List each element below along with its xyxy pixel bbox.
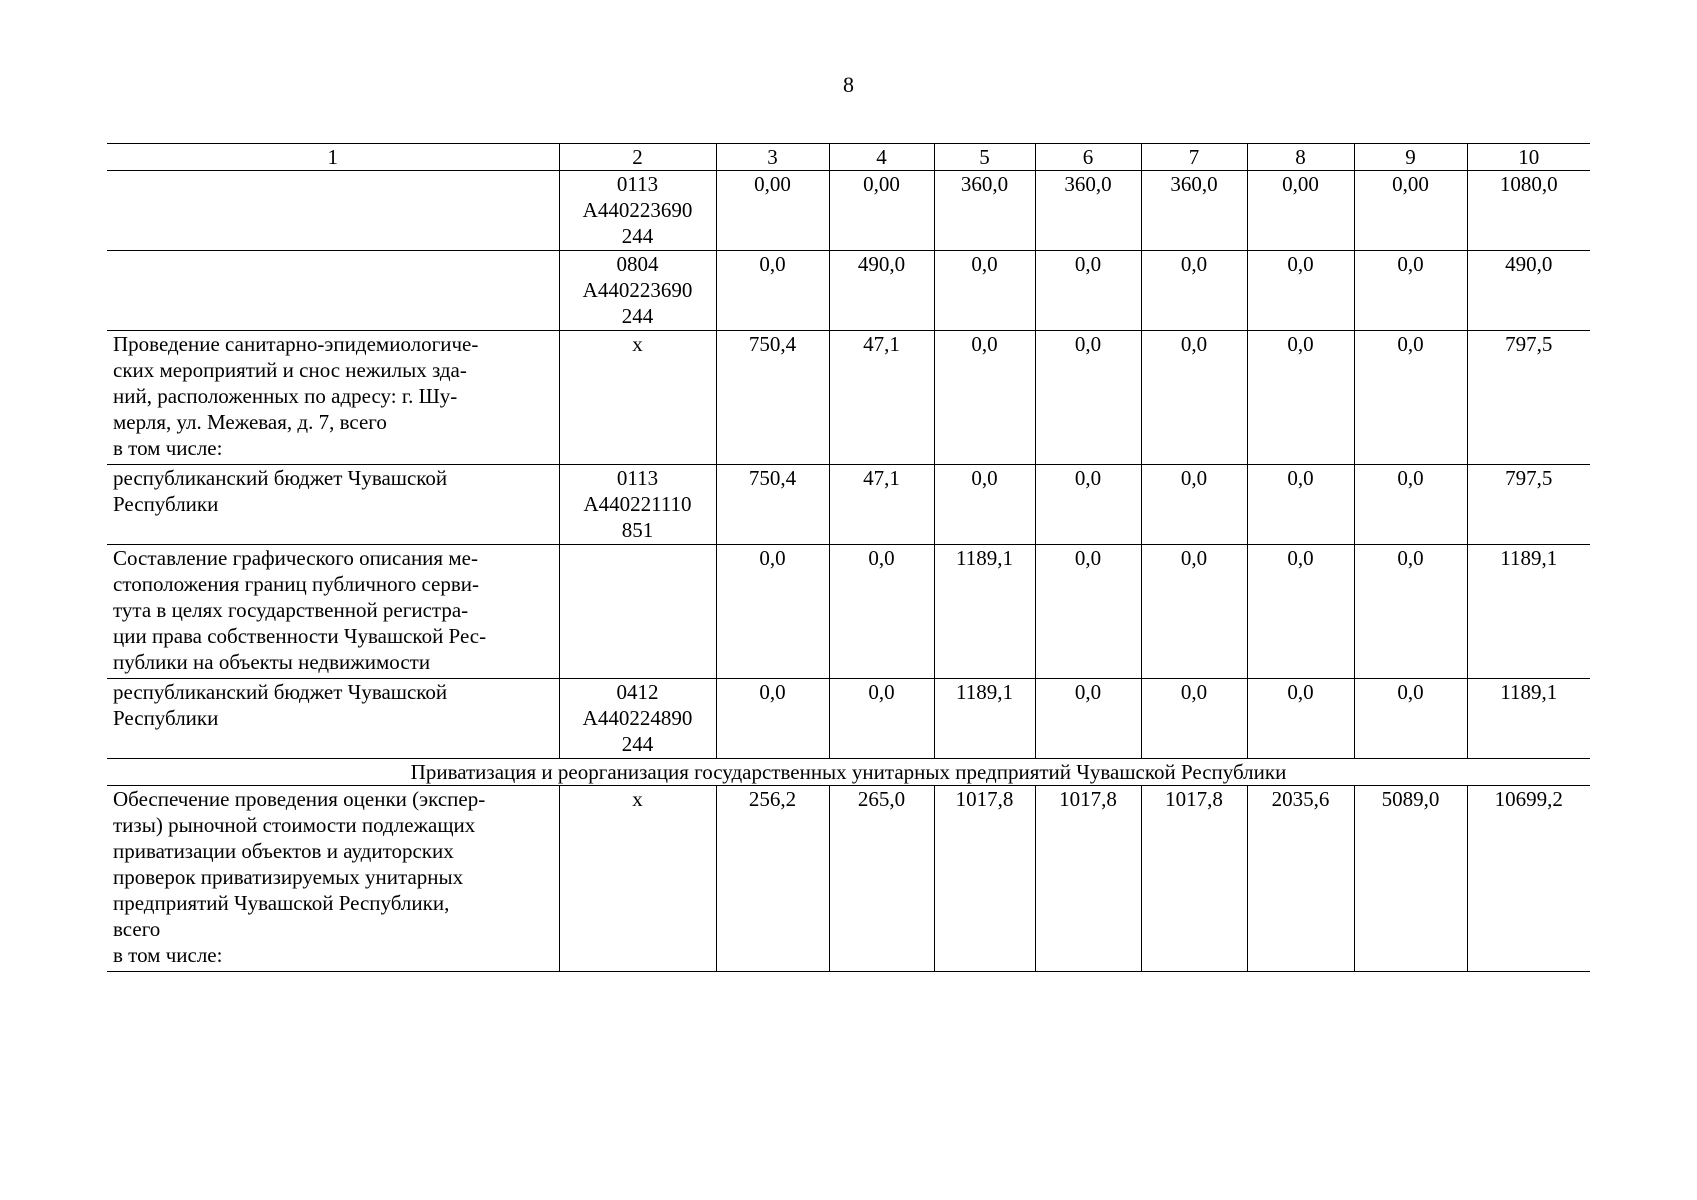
value-cell: 0,0 — [1141, 331, 1247, 465]
value-cell: 750,4 — [716, 465, 829, 545]
column-header: 6 — [1035, 144, 1141, 171]
row-description-line: приватизации объектов и аудиторских — [113, 839, 454, 863]
budget-code-line: х — [632, 787, 643, 811]
row-description-line: республиканский бюджет Чувашской — [113, 680, 448, 704]
value-cell: 2035,6 — [1247, 786, 1354, 972]
value-cell: 5089,0 — [1354, 786, 1467, 972]
table-row — [107, 331, 1590, 465]
column-header: 7 — [1141, 144, 1247, 171]
section-title: Приватизация и реорганизация государственных унитарных предприятий Чувашской Республики — [107, 759, 1590, 786]
value-cell: 0,0 — [1141, 545, 1247, 679]
column-header: 3 — [716, 144, 829, 171]
budget-code-line: А440224890 — [582, 706, 693, 730]
value-cell: 0,0 — [1354, 679, 1467, 759]
value-cell: 0,0 — [716, 679, 829, 759]
row-description — [107, 331, 559, 465]
table-row — [107, 679, 1590, 759]
column-header: 10 — [1467, 144, 1590, 171]
row-description — [107, 679, 559, 759]
value-cell: 0,0 — [829, 545, 934, 679]
budget-code — [559, 545, 716, 679]
value-cell: 0,0 — [1247, 679, 1354, 759]
value-cell: 0,00 — [1354, 171, 1467, 251]
budget-code — [559, 171, 716, 251]
value-cell: 0,0 — [1141, 679, 1247, 759]
row-description-line: Составление графического описания ме- — [113, 546, 478, 570]
value-cell: 0,0 — [1035, 545, 1141, 679]
table-row — [107, 786, 1590, 972]
column-header: 4 — [829, 144, 934, 171]
budget-code-line: 0113 — [616, 172, 659, 196]
budget-code-line: 244 — [621, 732, 654, 756]
column-header: 1 — [107, 144, 559, 171]
value-cell: 1189,1 — [1467, 679, 1590, 759]
page-number: 8 — [843, 72, 854, 97]
value-cell: 47,1 — [829, 465, 934, 545]
column-number-row — [107, 144, 1590, 171]
row-description-line: стоположения границ публичного серви- — [113, 572, 480, 596]
value-cell: 0,0 — [934, 331, 1035, 465]
row-description — [107, 465, 559, 545]
budget-code — [559, 465, 716, 545]
value-cell: 0,0 — [1247, 251, 1354, 331]
value-cell: 47,1 — [829, 331, 934, 465]
column-header: 9 — [1354, 144, 1467, 171]
value-cell: 1189,1 — [934, 679, 1035, 759]
row-description-line: Обеспечение проведения оценки (экспер- — [113, 787, 486, 811]
budget-code — [559, 251, 716, 331]
value-cell: 0,0 — [1035, 251, 1141, 331]
value-cell: 797,5 — [1467, 465, 1590, 545]
row-description-line: тута в целях государственной регистра- — [113, 598, 469, 622]
value-cell: 0,0 — [1035, 679, 1141, 759]
row-description-line: проверок приватизируемых унитарных — [113, 865, 464, 889]
budget-code — [559, 786, 716, 972]
value-cell: 0,0 — [934, 251, 1035, 331]
budget-table — [107, 143, 1590, 972]
row-description — [107, 251, 559, 331]
budget-code-line: 0412 — [616, 680, 659, 704]
row-description — [107, 171, 559, 251]
section-row — [107, 759, 1590, 786]
value-cell: 1189,1 — [1467, 545, 1590, 679]
table-row — [107, 545, 1590, 679]
value-cell: 797,5 — [1467, 331, 1590, 465]
table-body — [107, 171, 1590, 972]
budget-code-line: А440221110 — [583, 492, 692, 516]
budget-code — [559, 679, 716, 759]
row-description-line: Республики — [113, 492, 219, 516]
value-cell: 256,2 — [716, 786, 829, 972]
budget-code-line: А440223690 — [582, 278, 693, 302]
budget-code-line: 0113 — [616, 466, 659, 490]
value-cell: 490,0 — [1467, 251, 1590, 331]
row-description-line: в том числе: — [113, 436, 223, 460]
value-cell: 490,0 — [829, 251, 934, 331]
row-description-line: Республики — [113, 706, 219, 730]
value-cell: 0,0 — [934, 465, 1035, 545]
value-cell: 0,0 — [1354, 465, 1467, 545]
value-cell: 0,00 — [829, 171, 934, 251]
row-description-line: республиканский бюджет Чувашской — [113, 466, 448, 490]
budget-code-line: 244 — [621, 224, 654, 248]
value-cell: 0,0 — [1035, 465, 1141, 545]
budget-code-line: 0804 — [616, 252, 659, 276]
value-cell: 1017,8 — [1035, 786, 1141, 972]
row-description-line: предприятий Чувашской Республики, — [113, 891, 450, 915]
value-cell: 1189,1 — [934, 545, 1035, 679]
value-cell: 0,00 — [716, 171, 829, 251]
value-cell: 0,0 — [1354, 545, 1467, 679]
value-cell: 265,0 — [829, 786, 934, 972]
row-description-line: публики на объекты недвижимости — [113, 650, 431, 674]
table-row — [107, 171, 1590, 251]
value-cell: 0,0 — [1141, 251, 1247, 331]
value-cell: 1017,8 — [934, 786, 1035, 972]
value-cell: 0,0 — [1141, 465, 1247, 545]
row-description — [107, 545, 559, 679]
row-description-line: мерля, ул. Межевая, д. 7, всего — [113, 410, 387, 434]
row-description-line: Проведение санитарно-эпидемиологиче- — [113, 332, 479, 356]
budget-code — [559, 331, 716, 465]
column-header: 5 — [934, 144, 1035, 171]
column-header: 2 — [559, 144, 716, 171]
value-cell: 0,0 — [716, 251, 829, 331]
value-cell: 0,0 — [1354, 251, 1467, 331]
value-cell: 0,0 — [1354, 331, 1467, 465]
row-description-line: ний, расположенных по адресу: г. Шу- — [113, 384, 458, 408]
value-cell: 750,4 — [716, 331, 829, 465]
value-cell: 0,0 — [1247, 331, 1354, 465]
value-cell: 1080,0 — [1467, 171, 1590, 251]
value-cell: 360,0 — [1035, 171, 1141, 251]
value-cell: 360,0 — [1141, 171, 1247, 251]
row-description-line: в том числе: — [113, 943, 223, 967]
value-cell: 0,00 — [1247, 171, 1354, 251]
row-description-line: всего — [113, 917, 161, 941]
value-cell: 360,0 — [934, 171, 1035, 251]
value-cell: 0,0 — [716, 545, 829, 679]
value-cell: 0,0 — [1247, 545, 1354, 679]
value-cell: 0,0 — [829, 679, 934, 759]
value-cell: 10699,2 — [1467, 786, 1590, 972]
value-cell: 0,0 — [1247, 465, 1354, 545]
row-description-line: ских мероприятий и снос нежилых зда- — [113, 358, 467, 382]
table-row — [107, 465, 1590, 545]
budget-code-line: А440223690 — [582, 198, 693, 222]
table-row — [107, 251, 1590, 331]
value-cell: 0,0 — [1035, 331, 1141, 465]
budget-code-line: 851 — [621, 518, 654, 542]
row-description-line: тизы) рыночной стоимости подлежащих — [113, 813, 476, 837]
column-header: 8 — [1247, 144, 1354, 171]
budget-code-line: х — [632, 332, 643, 356]
row-description — [107, 786, 559, 972]
budget-code-line: 244 — [621, 304, 654, 328]
value-cell: 1017,8 — [1141, 786, 1247, 972]
row-description-line: ции права собственности Чувашской Рес- — [113, 624, 487, 648]
